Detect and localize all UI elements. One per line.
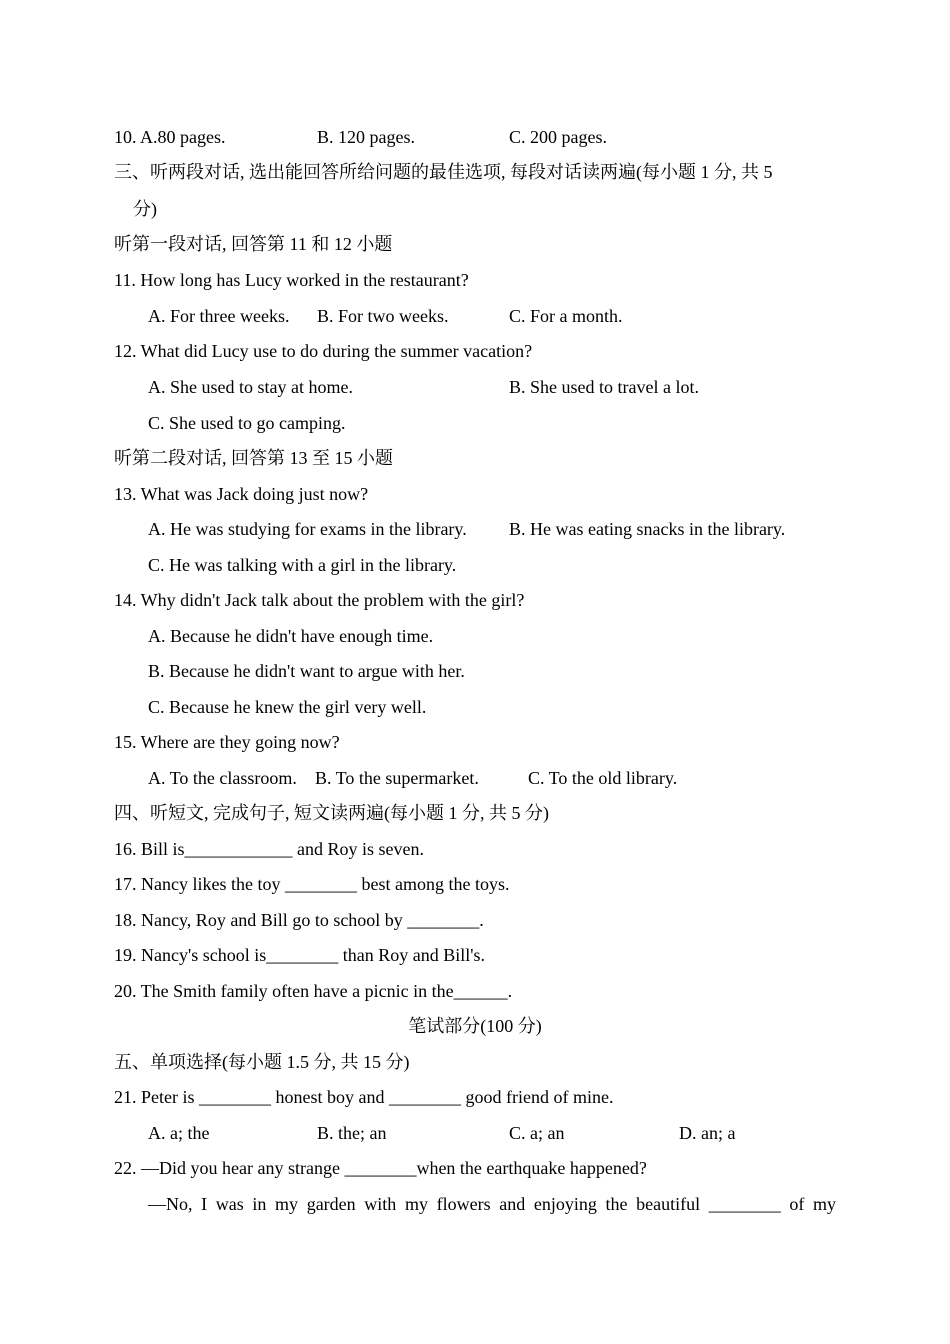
q12-option-a: A. She used to stay at home. bbox=[148, 377, 353, 397]
q17: 17. Nancy likes the toy ________ best among the toys. bbox=[114, 874, 510, 894]
q15-option-b: B. To the supermarket. bbox=[315, 768, 479, 788]
q21-option-a: A. a; the bbox=[148, 1123, 210, 1143]
section3-heading-cont: 分) bbox=[133, 199, 157, 219]
q12-stem: 12. What did Lucy use to do during the summer vacation? bbox=[114, 341, 533, 361]
q21-stem: 21. Peter is ________ honest boy and ________ good friend of mine. bbox=[114, 1087, 614, 1107]
q13-stem: 13. What was Jack doing just now? bbox=[114, 484, 369, 504]
q21-option-d: D. an; a bbox=[679, 1123, 736, 1143]
q11-option-a: A. For three weeks. bbox=[148, 306, 290, 326]
section5-heading: 五、单项选择(每小题 1.5 分, 共 15 分) bbox=[114, 1052, 410, 1072]
dialog2-instruction: 听第二段对话, 回答第 13 至 15 小题 bbox=[114, 448, 393, 468]
q14-option-b: B. Because he didn't want to argue with her. bbox=[148, 661, 465, 681]
q13-option-b: B. He was eating snacks in the library. bbox=[509, 519, 786, 539]
q15-option-a: A. To the classroom. bbox=[148, 768, 297, 788]
q12-option-c: C. She used to go camping. bbox=[148, 413, 346, 433]
q13-option-c: C. He was talking with a girl in the library. bbox=[148, 555, 457, 575]
q14-option-a: A. Because he didn't have enough time. bbox=[148, 626, 434, 646]
q15-stem: 15. Where are they going now? bbox=[114, 732, 340, 752]
q15-option-c: C. To the old library. bbox=[528, 768, 678, 788]
q22-stem: 22. —Did you hear any strange ________when the earthquake happened? bbox=[114, 1158, 647, 1178]
q21-option-b: B. the; an bbox=[317, 1123, 387, 1143]
q11-option-b: B. For two weeks. bbox=[317, 306, 449, 326]
written-part-title: 笔试部分(100 分) bbox=[408, 1016, 542, 1036]
q18: 18. Nancy, Roy and Bill go to school by ________. bbox=[114, 910, 484, 930]
q14-stem: 14. Why didn't Jack talk about the problem with the girl? bbox=[114, 590, 525, 610]
q14-option-c: C. Because he knew the girl very well. bbox=[148, 697, 427, 717]
q12-option-b: B. She used to travel a lot. bbox=[509, 377, 699, 397]
q11-option-c: C. For a month. bbox=[509, 306, 623, 326]
dialog1-instruction: 听第一段对话, 回答第 11 和 12 小题 bbox=[114, 234, 393, 254]
q10-option-c: C. 200 pages. bbox=[509, 127, 607, 147]
q21-option-c: C. a; an bbox=[509, 1123, 565, 1143]
q19: 19. Nancy's school is________ than Roy and Bill's. bbox=[114, 945, 485, 965]
q13-option-a: A. He was studying for exams in the library. bbox=[148, 519, 467, 539]
q10-option-b: B. 120 pages. bbox=[317, 127, 415, 147]
q20: 20. The Smith family often have a picnic in the______. bbox=[114, 981, 513, 1001]
section3-heading: 三、听两段对话, 选出能回答所给问题的最佳选项, 每段对话读两遍(每小题 1 分, 共 5 bbox=[114, 162, 773, 182]
q16: 16. Bill is____________ and Roy is seven. bbox=[114, 839, 424, 859]
q11-stem: 11. How long has Lucy worked in the restaurant? bbox=[114, 270, 469, 290]
section4-heading: 四、听短文, 完成句子, 短文读两遍(每小题 1 分, 共 5 分) bbox=[114, 803, 549, 823]
q10-option-a: 10. A.80 pages. bbox=[114, 127, 226, 147]
q22-reply: —No, I was in my garden with my flowers and enjoying the beautiful ________ of my bbox=[148, 1194, 836, 1214]
